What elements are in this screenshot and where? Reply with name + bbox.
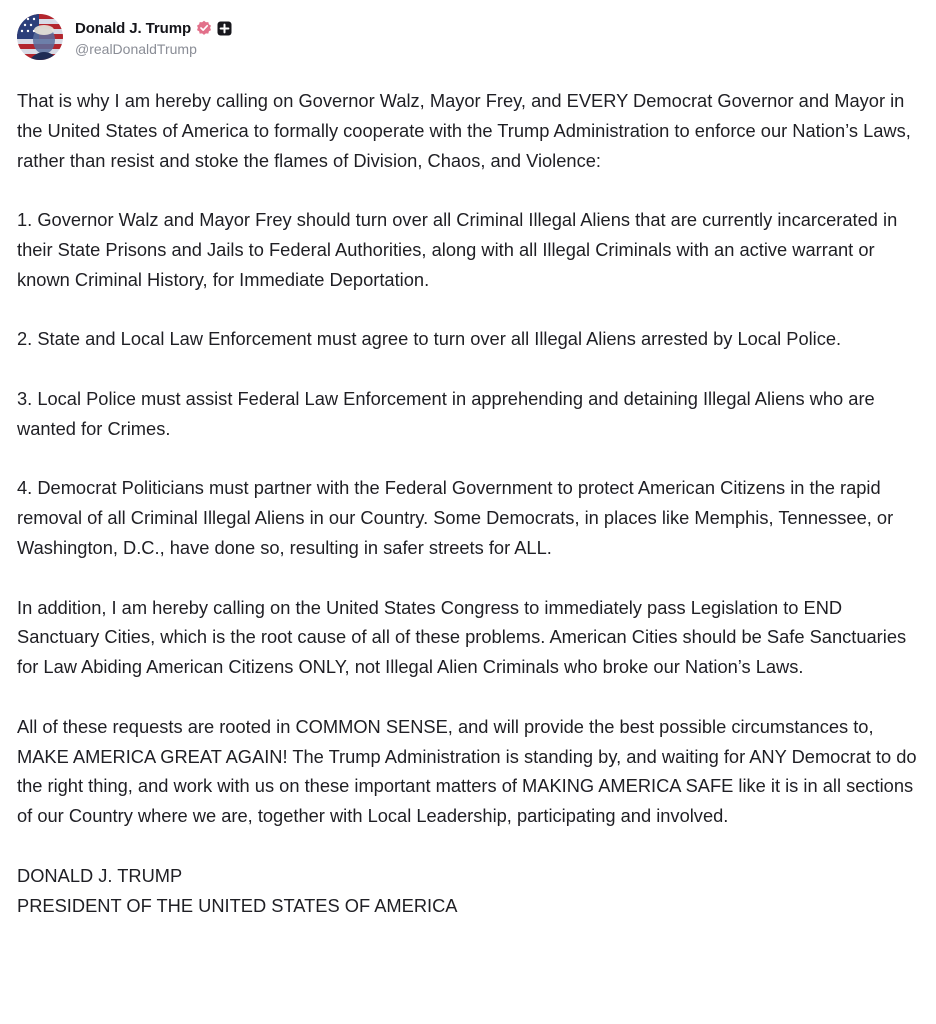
post-paragraph-intro: That is why I am hereby calling on Governor Walz, Mayor Frey, and EVERY Democrat Governor and Mayor in the United States of America to formally cooperate with the Trump Administration to enforce our Nation’s Laws, rather than resist and stoke the flames of Division, Chaos, and Violence: (17, 90, 911, 171)
post-paragraph-item-4: 4. Democrat Politicians must partner with the Federal Government to protect American Citizens in the rapid removal of all Criminal Illegal Aliens in our Country. Some Democrats, in places like Memphis, Tennessee, or Washington, D.C., have done so, resulting in safer streets for ALL. (17, 477, 894, 558)
post-paragraph-common-sense: All of these requests are rooted in COMMON SENSE, and will provide the best possible circumstances to, MAKE AMERICA GREAT AGAIN! The Trump Administration is standing by, and waiting for ANY Democrat to do the right thing, and work with us on these important matters of MAKING AMERICA SAFE like it is in all sections of our Country where we are, together with Local Leadership, participating and involved. (17, 715, 917, 827)
author-name-row (75, 17, 232, 39)
avatar-image (17, 14, 63, 60)
signature-name: DONALD J. TRUMP (17, 864, 183, 886)
verified-badge-icon (196, 20, 212, 36)
post-header (17, 14, 232, 60)
post-paragraph-congress: In addition, I am hereby calling on the United States Congress to immediately pass Legislation to END Sanctuary Cities, which is the root cause of all of these problems. American Cities should be Safe Sanctuaries for Law Abiding American Citizens ONLY, not Illegal Alien Criminals who broke our Nation’s Laws. (17, 596, 907, 678)
post-body (17, 86, 927, 920)
author-identity (75, 17, 232, 57)
author-display-name[interactable]: Donald J. Trump (75, 19, 192, 37)
post-paragraph-item-2: 2. State and Local Law Enforcement must agree to turn over all Illegal Aliens arrested by Local Police. (17, 328, 842, 350)
signature-title: PRESIDENT OF THE UNITED STATES OF AMERICA (17, 894, 458, 916)
post-paragraph-item-3: 3. Local Police must assist Federal Law Enforcement in apprehending and detaining Illegal Aliens who are wanted for Crimes. (17, 387, 875, 439)
post-paragraph-item-1: 1. Governor Walz and Mayor Frey should turn over all Criminal Illegal Aliens that are currently incarcerated in their State Prisons and Jails to Federal Authorities, along with all Illegal Criminals with an active warrant or known Criminal History, for Immediate Deportation. (17, 209, 898, 290)
plus-square-icon (217, 21, 232, 36)
author-handle[interactable]: @realDonaldTrump (75, 41, 197, 57)
avatar[interactable] (17, 14, 63, 60)
